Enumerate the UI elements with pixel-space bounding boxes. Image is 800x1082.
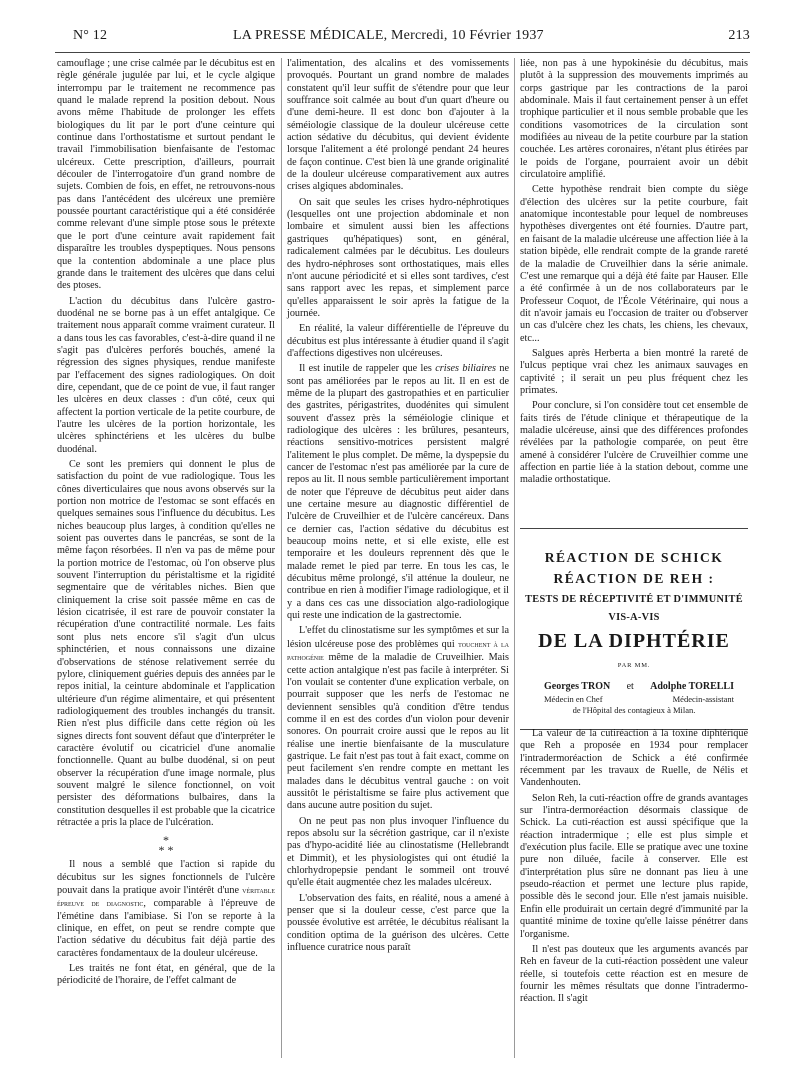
paragraph: La valeur de la cutiréaction à la toxine diphtérique que Reh a proposée en 1934 pour remplacer l'intradermoréaction de Schick a été confirmée récemment par les travaux de Ruelle, de Nélis et Vandenhouten. bbox=[520, 728, 748, 789]
affiliation: de l'Hôpital des contagieux à Milan. bbox=[572, 705, 696, 715]
section-separator: * * * bbox=[158, 833, 174, 858]
paragraph: Selon Reh, la cuti-réaction offre de grands avantages sur l'intra-dermoréaction désormais classique de Schick. La cuti-réaction est aussi spécifique que la réaction intradermique ; elle est plus simple et d'exécution plus facile. Elle se pratique avec une toxine pure non diluée, facile à conserver. Elle est d'interprétation plus sûre ne donnant pas lieu à une pseudo-réaction et permet une lecture plus rapide, possible dès le second jour. Elle n'est jamais nuisible. Enfin elle produirait un certain degré d'immunité par la quantité minime de toxine qu'elle laisse pénétrer dans l'organisme. bbox=[520, 792, 748, 940]
header-rule bbox=[55, 52, 750, 53]
article-rule bbox=[520, 528, 748, 529]
byline-par: PAR MM. bbox=[617, 662, 651, 669]
article-subtitle-1: TESTS DE RÉCEPTIVITÉ ET D'IMMUNITÉ bbox=[525, 594, 743, 605]
article-title-3: DE LA DIPHTÉRIE bbox=[538, 630, 730, 652]
paragraph: Il nous a semblé que l'action si rapide du décubitus sur les signes fonctionnels de l'ulcère pouvait dans la pratique avoir l'intérêt d'une véritable épreuve de diagnostic, comparable à l'épreuve de l'émétine dans l'amibiase. Si l'on se reporte à la clinique, en effet, on peut se rendre compte que l'action sédative du décubitus fait déjà partie des caractères fondamentaux de la douleur ulcéreuse. bbox=[57, 859, 275, 959]
paragraph: l'alimentation, des alcalins et des vomissements provoqués. Pourtant un grand nombre de malades constatent qu'il leur suffit de s'étendre pour que leur souffrance soit calmée au bout d'un quart d'heure ou d'une demi-heure. Il est donc bon d'ajouter à la séméiologie classique de la douleur ulcéreuse cette action sédative du décubitus, qui devient évidente lorsque l'alitement a été prolongé pendant 24 heures de façon continue. C'est bien là une grande originalité de la douleur ulcéreuse comparativement aux autres crises algiques abdominales. bbox=[287, 58, 509, 193]
paragraph: Il est inutile de rappeler que les crises biliaires ne sont pas améliorées par le repos au lit. Il en est de même de la plupart des gastropathies et en particulier des gastrites, périgastrites, duodénites qui simulent souvent d'assez près la séméiologie clinique et radiologique des ulcères : les brûlures, pesanteurs, réactions sensitivo-motrices persistent malgré l'alitement le plus complet. De même, la dyspepsie du cancer de l'estomac n'est pas améliorée par la cure de repos au lit. Il nous semble particulièrement important de noter que l'épreuve de décubitus peut aider dans une certaine mesure au diagnostic différentiel de l'ulcère de Cruveilhier et de l'ulcère cancéreux. Dans ce dernier cas, l'action sédative du décubitus est beaucoup moins nette, et si elle existe, elle est temporaire et les douleurs reprennent dès que le malade remet le pied par terre. En tous les cas, le décubitus même prolongé, s'il atténue la douleur, ne contribue en rien à modifier l'image radiologique, et il y a dans ces cas une dissociation algo-radiologique qui reste une indication de la gastrectomie. bbox=[287, 363, 509, 622]
column-2 bbox=[287, 58, 509, 957]
paragraph: liée, non pas à une hypokinésie du décubitus, mais plutôt à la suppression des mouvements imprimés au corps gastrique par les contractions de la paroi abdominale. Mais il faut certainement penser à un effet trophique particulier et il nous semble probable que les conditions vasomotrices de la circulation sont modifiées au niveau de la petite courbure par la station couchée. Les artères coronaires, n'étant plus étirées par le poids de l'organe, pourraient avoir un débit circulatoire amplifié. bbox=[520, 58, 748, 181]
column-divider bbox=[281, 58, 282, 1058]
authors bbox=[520, 681, 748, 692]
paragraph: L'observation des faits, en réalité, nous a amené à penser que si la douleur cesse, c'est parce que la poussée évolutive est arrêtée, le décubitus réalisant la condition optima de la guérison des ulcères. Cette influence curatrice nous paraît bbox=[287, 892, 509, 954]
article-title-1: RÉACTION DE SCHICK bbox=[544, 550, 724, 565]
article-subtitle-2: VIS-A-VIS bbox=[608, 612, 660, 623]
issue-number: N° 12 bbox=[73, 28, 108, 43]
author-conjunction: et bbox=[626, 681, 634, 692]
paragraph: On sait que seules les crises hydro-néphrotiques (lesquelles ont une projection abdominale et non lombaire et simulent aussi bien les affections gastriques qu'hépatiques) sont, en général, radicalement calmées par le décubitus. Les douleurs des hydro-néphroses sont orthostatiques, mais elles n'ont aucune périodicité et si elles sont tardives, c'est sans rapport avec les repas, et simplement parce qu'elles apparaissent le soir après la fatigue de la journée. bbox=[287, 196, 509, 319]
author-1: Georges TRON bbox=[544, 681, 611, 692]
column-1 bbox=[57, 58, 275, 991]
article-body bbox=[520, 728, 748, 1009]
running-header bbox=[55, 28, 750, 50]
journal-title: LA PRESSE MÉDICALE, Mercredi, 10 Février 1937 bbox=[233, 28, 544, 43]
paragraph: Cette hypothèse rendrait bien compte du siège d'élection des ulcères sur la petite courbure, fait anatomique incontestable pour lequel de nombreuses hypothèses divergentes ont été fournies. D'autre part, en faisant de la maladie ulcéreuse une affection liée à la station bipède, elle rendrait compte de la grande rareté de la maladie de Cruveilhier dans la série animale. C'est une remarque qui a déjà été faite par Hauser. Elle a été confirmée à un de nos collaborateurs par le Professeur Coquot, de l'École Vétérinaire, qui nous a dit n'avoir jamais eu l'occasion de traiter ou d'observer un cas d'ulcère chez les chats, les chiens, les chevaux, etc... bbox=[520, 184, 748, 344]
paragraph: Pour conclure, si l'on considère tout cet ensemble de faits tirés de l'étude clinique et thérapeutique de la maladie ulcéreuse, ainsi que des différences profondes révélées par la pathologie comparée, on peut être amené à considérer l'ulcère de Cruveilhier comme une affection en partie liée à la station debout, comme une maladie orthostatique. bbox=[520, 400, 748, 486]
paragraph: L'effet du clinostatisme sur les symptômes et sur la lésion ulcéreuse pose des problèmes qui touchent à la pathogénie même de la maladie de Cruveilhier. Mais cette action antalgique n'est pas facile à interpréter. Si l'on voulait se contenter d'une explication verbale, on pourrait supposer que les nerfs de l'estomac ne deviennent sensibles qu'à condition d'être tendus comme il en est des cordes d'un violon pour devenir sonores. On pourrait croire aussi que le repos au lit réalise une inertie bienfaisante de la musculature gastrique. Le fait n'est pas tout à fait exact, comme on peut facilement s'en rendre compte en mettant les malades dans le décubitus ventral gauche : on voit aussitôt le péristaltisme se faire plus activement que dans aucune autre position du sujet. bbox=[287, 625, 509, 812]
paragraph: En réalité, la valeur différentielle de l'épreuve du décubitus est plus intéressante à étudier quand il s'agit d'affections digestives non ulcéreuses. bbox=[287, 323, 509, 359]
role-2: Médecin-assistant bbox=[672, 694, 734, 704]
paragraph: Ce sont les premiers qui donnent le plus de satisfaction du point de vue radiologique. Tous les cônes diverticulaires que nous avons observés sur la portion non motrice de l'estomac se sont effacés en quelques semaines sous l'influence du décubitus. Les niches beaucoup plus larges, à condition qu'elles ne soient pas ouvertes dans le pancréas, se sont de la même façon résorbées. Il n'en va pas de même pour la portion motrice de l'estomac, où l'on observe plus souvent l'interruption du péristaltisme et la rigidité segmentaire que de véritables niches. Bien que cliniquement la crise soit passée même en cas de lésion cicatrisée, il est rare de pouvoir constater la récupération d'une contractilité normale. Les faits sont plus nets encore s'il s'agit d'un ulcus sphinctérien, et nous connaissons une dizaine d'observations de sténose relativement serrée du pylore, cliniquement guéries depuis des années par le repos initial, la ceinture abdominale et l'application ultérieure d'un régime alimentaire, et qui présentent radiologiquement des troubles inchangés du transit. Rien n'est plus difficile dans cette région où les signes directs font souvent défaut que d'interpréter le caractère évolutif ou cicatriciel d'une anomalie fonctionnelle. Quant au bulbe duodénal, si on peut observer la récupération d'une image normale, plus souvent malgré le silence fonctionnel, on voit persister des déformations bulbaires, dans la constitution desquelles il est probable que la cicatrice rétractée a pris la place de l'ulcération. bbox=[57, 459, 275, 828]
paragraph: camouflage ; une crise calmée par le décubitus est en règle générale jugulée par lui, et le cycle algique interrompu par le traitement ne recommence pas quand le malade reprend la position debout. Nous avons même l'habitude de prolonger les effets biologiques du lit par le port d'une ceinture qui continue dans l'orthostatisme et surtout pendant le travail l'immobilisation bienfaisante de l'estomac ulcéreux. Cette prescription, d'ailleurs, pourrait découler de l'interrogatoire d'un grand nombre de sujets. Combien de fois, en effet, ne retrouvons-nous pas dans l'antécédent des ulcéreux une première poussée pourtant caractéristique qui a été considérée comme relevant d'une simple ptose sous le prétexte que le port d'une ceinture avait rapidement fait disparaître les troubles dyspeptiques. Nous pensons que la contention abdominale a une place plus grande dans le traitement des ulcères que dans celui des ptoses. bbox=[57, 58, 275, 292]
column-3 bbox=[520, 58, 748, 490]
column-divider bbox=[514, 58, 515, 1058]
paragraph: Salgues après Herberta a bien montré la rareté de l'ulcus peptique vrai chez les animaux sauvages en captivité ; il serait un peu plus fréquent chez les primates. bbox=[520, 347, 748, 396]
page-number: 213 bbox=[728, 28, 750, 43]
paragraph: Il n'est pas douteux que les arguments avancés par Reh en faveur de la cuti-réaction possèdent une valeur réelle, si toutefois cette réaction est en mesure de fournir les mêmes résultats que donne l'intradermo-réaction. Il s'agit bbox=[520, 943, 748, 1005]
paragraph: L'action du décubitus dans l'ulcère gastro-duodénal ne se borne pas à un effet antalgique. Ce traitement nous apparaît comme vraiment curateur. Il a dans tous les cas favorables, c'est-à-dire quand il ne s'agit pas d'ulcères perforés bouchés, amené la régression des signes physiques, rendue manifeste par l'effacement des signes radiologiques. On doit dire, cependant, que de ce point de vue, il faut ranger les ulcères en deux classes : d'un côté, ceux qui affectent la portion verticale de la petite courbure, de l'autre les ulcères de la portion horizontale, les ulcères sphinctériens et les ulcères du bulbe duodénal. bbox=[57, 295, 275, 455]
article-heading bbox=[520, 528, 748, 730]
role-1: Médecin en Chef bbox=[544, 694, 603, 704]
article-title-2: RÉACTION DE REH : bbox=[553, 571, 715, 586]
author-2: Adolphe TORELLI bbox=[650, 681, 734, 692]
author-roles bbox=[520, 694, 748, 704]
paragraph: On ne peut pas non plus invoquer l'influence du repos absolu sur la sécrétion gastrique, car il n'existe pas d'hypo-acidité liée au clinostatisme (Hellebrandt et Dimmit), et les physiologistes qui ont étudié la chlorhydropepsie pendant le sommeil ont trouvé qu'elle était augmentée chez les malades ulcéreux. bbox=[287, 815, 509, 889]
paragraph: Les traités ne font état, en général, que de la périodicité de l'horaire, de l'effet calmant de bbox=[57, 963, 275, 987]
